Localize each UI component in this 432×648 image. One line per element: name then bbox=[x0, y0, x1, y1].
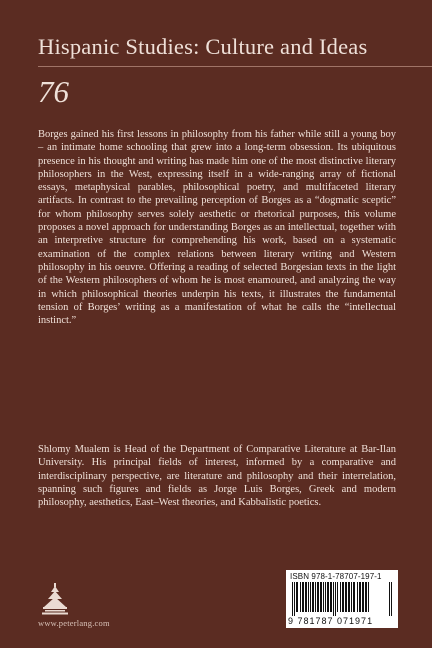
series-title: Hispanic Studies: Culture and Ideas bbox=[38, 34, 368, 59]
book-description: Borges gained his first lessons in philosophy from his father while still a young boy – an intimate home schooling that grew into a long-term obsession. Its ubiquitous presence in his thought and writing has made him one of the most distinctive literary philosophers in the West, expressing itself in a wide-ranging array of fictional essays, metaphysical parables, philosophical poetry, and multifaceted literary artifacts. In contrast to the prevailing perception of Borges as a “dogmatic sceptic” for whom philosophy serves solely aesthetic or rhetorical purposes, this volume proposes a novel approach for understanding Borges as an intellectual, together with an interpretive structure for comprehending his work, based on a systematic examination of the complex relations between literary writing and Western philosophy in his oeuvre. Offering a reading of selected Borgesian texts in the light of the Western philosophers of whom he is most enamoured, and analyzing the way in which philosophical theories underpin his texts, it illustrates the fundamental tension of Borges’ writing as a manifestation of what he calls the “intellectual instinct.” bbox=[38, 129, 396, 327]
author-bio: Shlomy Mualem is Head of the Department of Comparative Literature at Bar-Ilan University. His principal fields of interest, informed by a comparative and interdisciplinary perspective, are literature and philosophy and their interrelation, spanning such figures and fields as Jorge Luis Borges, Greek and modern philosophy, aesthetics, East–West theories, and Kabbalistic poetics. bbox=[38, 444, 396, 509]
barcode-panel bbox=[286, 570, 398, 628]
barcode-digits: 9 781787 071971 bbox=[288, 616, 374, 626]
isbn-label: ISBN 978-1-78707-197-1 bbox=[290, 572, 382, 581]
title-divider bbox=[38, 66, 432, 67]
publisher-url[interactable]: www.peterlang.com bbox=[38, 618, 110, 628]
series-number: 76 bbox=[38, 74, 69, 109]
barcode-icon bbox=[290, 582, 394, 616]
peter-lang-temple-logo-icon bbox=[42, 583, 68, 615]
